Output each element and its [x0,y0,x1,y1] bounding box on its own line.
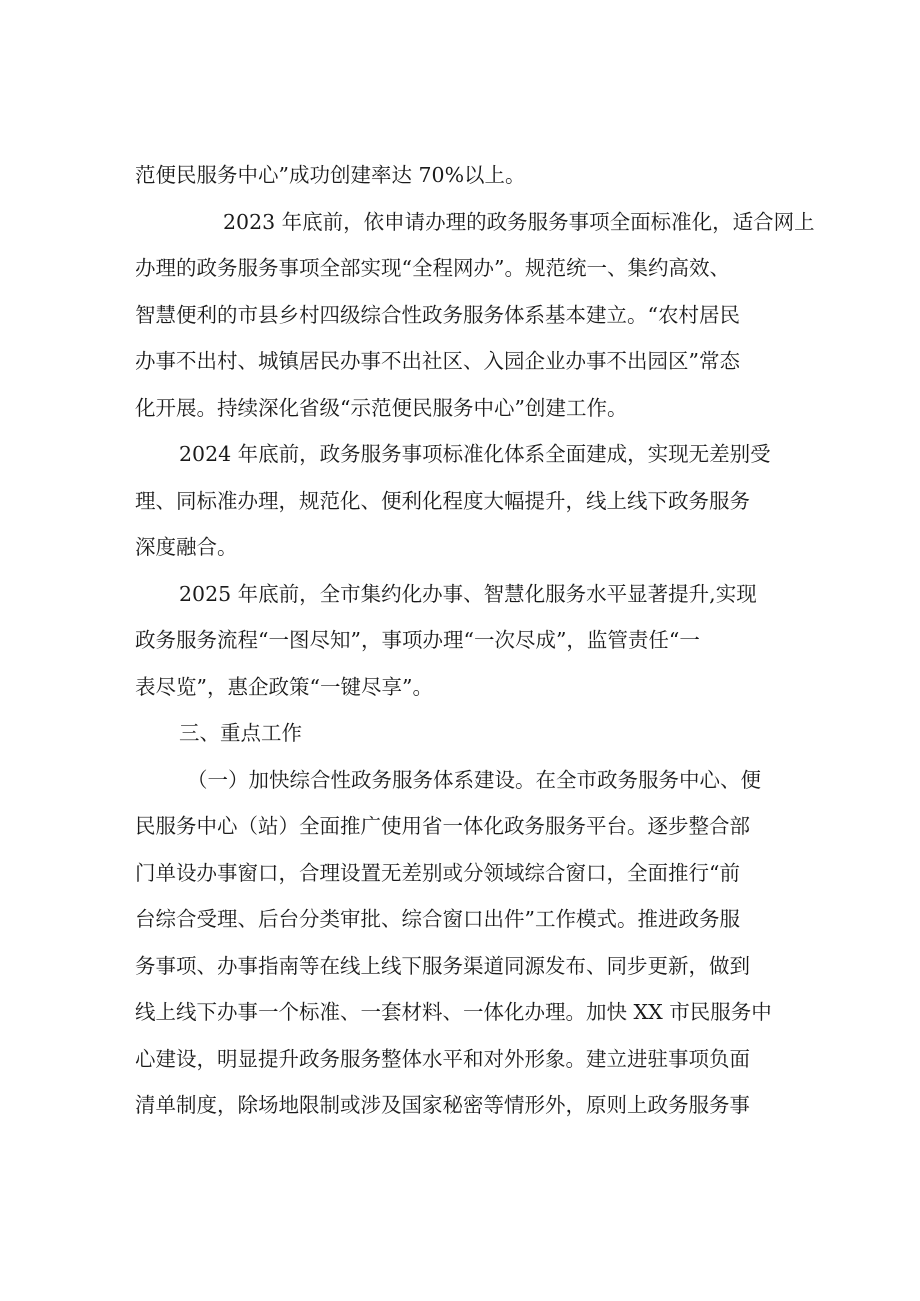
text-line: 办事不出村、城镇居民办事不出社区、入园企业办事不出园区”常态 [135,349,740,373]
text-line: 范便民服务中心”成功创建率达 70%以上。 [135,163,526,187]
text-line: 务事项、办事指南等在线上线下服务渠道同源发布、同步更新，做到 [135,953,750,978]
text-line: 2025 年底前，全市集约化办事、智慧化服务水平显著提升,实现 [179,581,757,606]
text-line: 政务服务流程“一图尽知”，事项办理“一次尽成”，监管责任“一 [135,628,700,652]
text-line: 化开展。持续深化省级“示范便民服务中心”创建工作。 [135,395,628,420]
text-line: 清单制度，除场地限制或涉及国家秘密等情形外，原则上政务服务事 [135,1093,750,1117]
paragraph-2023-goals [135,199,815,432]
text-line: （一）加快综合性政务服务体系建设。在全市政务服务中心、便 [187,767,761,792]
text-line: 智慧便利的市县乡村四级综合性政务服务体系基本建立。“农村居民 [135,302,740,327]
paragraph-2025-goals [135,571,787,711]
document-body [135,152,815,1129]
text-line: 台综合受理、后台分类审批、综合窗口出件”工作模式。推进政务服 [135,907,740,931]
paragraph-service-system [135,757,787,1129]
section-heading-key-work [135,710,787,757]
text-line: 线上线下办事一个标准、一套材料、一体化办理。加快 XX 市民服务中 [135,1000,772,1024]
text-line: 表尽览”，惠企政策“一键尽享”。 [135,674,433,699]
text-line: 2023 年底前，依申请办理的政务服务事项全面标准化，适合网上 [223,209,815,234]
section-heading: 三、重点工作 [179,721,302,745]
text-line: 门单设办事窗口，合理设置无差别或分领域综合窗口，全面推行“前 [135,860,740,885]
text-line: 心建设，明显提升政务服务整体水平和对外形象。建立进驻事项负面 [135,1046,750,1071]
paragraph-continuation [135,152,787,199]
text-line: 理、同标准办理，规范化、便利化程度大幅提升，线上线下政务服务 [135,488,750,513]
text-line: 2024 年底前，政务服务事项标准化体系全面建成，实现无差别受 [179,442,771,466]
text-line: 深度融合。 [135,535,238,559]
text-line: 办理的政务服务事项全部实现“全程网办”。规范统一、集约高效、 [135,256,730,280]
text-line: 民服务中心（站）全面推广使用省一体化政务服务平台。逐步整合部 [135,814,750,838]
paragraph-2024-goals [135,431,787,571]
